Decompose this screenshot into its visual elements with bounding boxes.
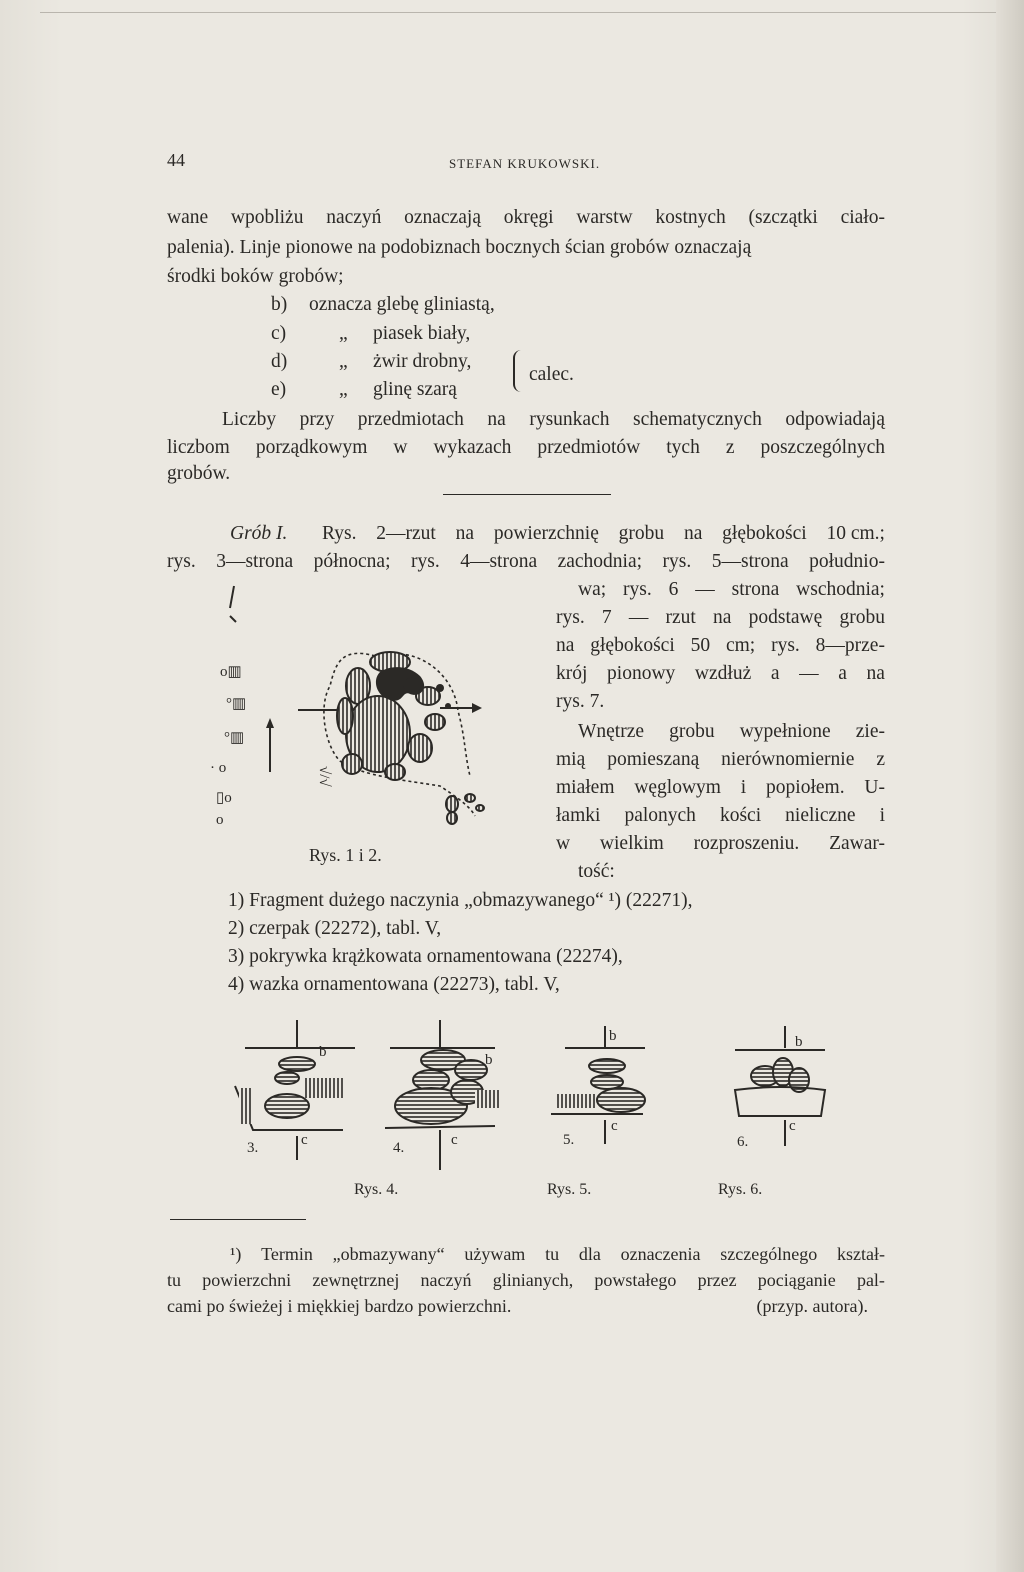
wrap-line-4: krój pionowy wzdłuż a — a na [556, 663, 885, 684]
svg-text:c: c [301, 1132, 308, 1148]
legend-brace [513, 350, 525, 392]
para2-line2: liczbom porządkowym w wykazach przedmiotów tych z poszczególnych [167, 437, 885, 458]
svg-text:4.: 4. [393, 1140, 405, 1156]
para1-line2: palenia). Linje pionowe na podobiznach bocznych ścian grobów oznaczają [167, 237, 752, 258]
svg-text:b: b [485, 1052, 493, 1068]
section-drawing-6 [735, 1026, 825, 1150]
svg-text:c: c [789, 1118, 796, 1134]
contents-item-1: 1) Fragment dużego naczynia „obmazywanego“ ¹) (22271), [228, 890, 693, 911]
svg-text:b: b [319, 1044, 327, 1060]
wrap-line-9: łamki palonych kości nieliczne i [556, 805, 885, 826]
stone [342, 754, 362, 774]
para1-line3: środki boków grobów; [167, 266, 344, 287]
contents-item-2: 2) czerpak (22272), tabl. V, [228, 918, 442, 939]
wrap-line-11: tość: [578, 861, 615, 882]
grave-line1: Rys. 2—rzut na powierzchnię grobu na głębokości 10 cm.; [322, 523, 885, 544]
wrap-line-8: miałem węglowym i popiołem. U- [556, 777, 885, 798]
svg-text:°▥: °▥ [224, 730, 245, 746]
para1-line1: wane wpobliżu naczyń oznaczają okręgi warstw kostnych (szczątki ciało- [167, 207, 885, 228]
book-page: 44 STEFAN KRUKOWSKI. wane wpobliżu naczyń oznaczają okręgi warstw kostnych (szczątki ciało- palenia). Linje pionowe na podobiznach bocznych ścian grobów oznaczają środki boków grobów; b) oznacza glebę gliniastą, c) „ piasek biały, d) „ żwir drobny, e) „ glinę szarą calec. Liczby przy przedmiotach na rysunkach schematycznych odpowiadają liczbom porządkowym w wykazach przedmiotów tych z poszczególnych grobów. Grób I. Rys. 2—rzut na powierzchnię grobu na głębokości 10 cm.; rys. 3—strona północna; rys. 4—strona zachodnia; rys. 5—strona południo- wa; rys. 6 — strona wschodnia; rys. 7 — rzut na podstawę grobu na głębokości 50 cm; rys. 8—prze- krój pionowy wzdłuż a — a na rys. 7. Wnętrze grobu wypełnione zie- mią pomieszaną nierównomiernie z miałem węglowym i popiołem. U- łamki palonych kości nieliczne i w wielkim rozproszeniu. Zawar- tość: o▥ °▥ °▥ · o ▯o o √/√ Rys. 1 i 2. 1) Fragment dużego naczynia „obmazywanego“ ¹) (22271), 2) czerpak (22272), tabl. V, 3) pokrywka krążkowata ornamentowana (22274), 4) wazka ornamentowana (22273), tabl. V, b c 3. b c 4. b c 5. b c 6. Rys. 4. Rys. 5. Rys. 6. ¹) Termin „obmazywany“ używam tu dla oznaczenia szczególnego kształ- tu powierzchni zewnętrznej naczyń glinianych, powstałego przez pociąganie pal- cami po świeżej i miękkiej bardzo powierzchni. (przyp. autora). [0, 0, 1024, 1572]
svg-text:b: b [795, 1034, 803, 1050]
section-drawing-3 [235, 1020, 355, 1160]
para2-line3: grobów. [167, 463, 231, 484]
wrap-line-10: w wielkim rozproszeniu. Zawar- [556, 833, 885, 854]
running-title: STEFAN KRUKOWSKI. [449, 156, 601, 171]
section-divider [443, 494, 611, 495]
page-number: 44 [167, 150, 185, 170]
svg-text:c: c [451, 1132, 458, 1148]
book-spine-shadow [996, 0, 1024, 1572]
grave-line2: rys. 3—strona północna; rys. 4—strona zachodnia; rys. 5—strona południo- [167, 551, 885, 572]
figure-caption-4: Rys. 4. [354, 1181, 399, 1198]
svg-text:o: o [216, 812, 224, 828]
footnote-rule [170, 1219, 306, 1220]
svg-text:▯o: ▯o [216, 790, 232, 806]
svg-text:c: c [611, 1118, 618, 1134]
para2-line1: Liczby przy przedmiotach na rysunkach schematycznych odpowiadają [222, 409, 885, 430]
section-drawing-4 [385, 1020, 499, 1170]
wrap-line-1: wa; rys. 6 — strona wschodnia; [578, 579, 885, 600]
wrap-line-6: Wnętrze grobu wypełnione zie- [578, 721, 885, 742]
svg-text:√/√: √/√ [316, 766, 332, 787]
contents-item-4: 4) wazka ornamentowana (22273), tabl. V, [228, 974, 560, 995]
page-edge-line [40, 12, 1000, 13]
footnote-line1: ¹) Termin „obmazywany“ używam tu dla oznaczenia szczególnego kształ- [230, 1244, 885, 1264]
svg-text:b: b [609, 1028, 617, 1044]
svg-text:6.: 6. [737, 1134, 749, 1150]
section-drawing-5 [551, 1026, 645, 1148]
svg-text:· o: · o [210, 760, 227, 776]
grave-sections-figure [225, 1020, 845, 1170]
wrap-line-5: rys. 7. [556, 691, 605, 712]
stone [385, 764, 405, 780]
wrap-line-7: mią pomieszaną nierównomiernie z [556, 749, 885, 770]
svg-text:5.: 5. [563, 1132, 575, 1148]
svg-text:°▥: °▥ [226, 696, 247, 712]
stone [337, 698, 353, 734]
stone [408, 734, 432, 762]
footnote-line2: tu powierzchni zewnętrznej naczyń glinianych, powstałego przez pociąganie pal- [167, 1270, 885, 1290]
figure-caption-6: Rys. 6. [718, 1181, 763, 1198]
svg-text:o▥: o▥ [220, 664, 242, 680]
scribble-mark [230, 586, 236, 622]
figure-caption-1-2: Rys. 1 i 2. [309, 845, 382, 865]
grave-title: Grób I. [230, 523, 288, 544]
contents-item-3: 3) pokrywka krążkowata ornamentowana (22274), [228, 946, 623, 967]
stone [425, 714, 445, 730]
figure-caption-5: Rys. 5. [547, 1181, 592, 1198]
footnote-line3: cami po świeżej i miękkiej bardzo powierzchni. (przyp. autora). [167, 1296, 868, 1316]
wrap-line-2: rys. 7 — rzut na podstawę grobu [556, 607, 885, 628]
svg-text:3.: 3. [247, 1140, 259, 1156]
wrap-line-3: na głębokości 50 cm; rys. 8—prze- [556, 635, 885, 656]
calec-label: calec. [529, 364, 574, 385]
grave-plan-figure [190, 576, 510, 846]
